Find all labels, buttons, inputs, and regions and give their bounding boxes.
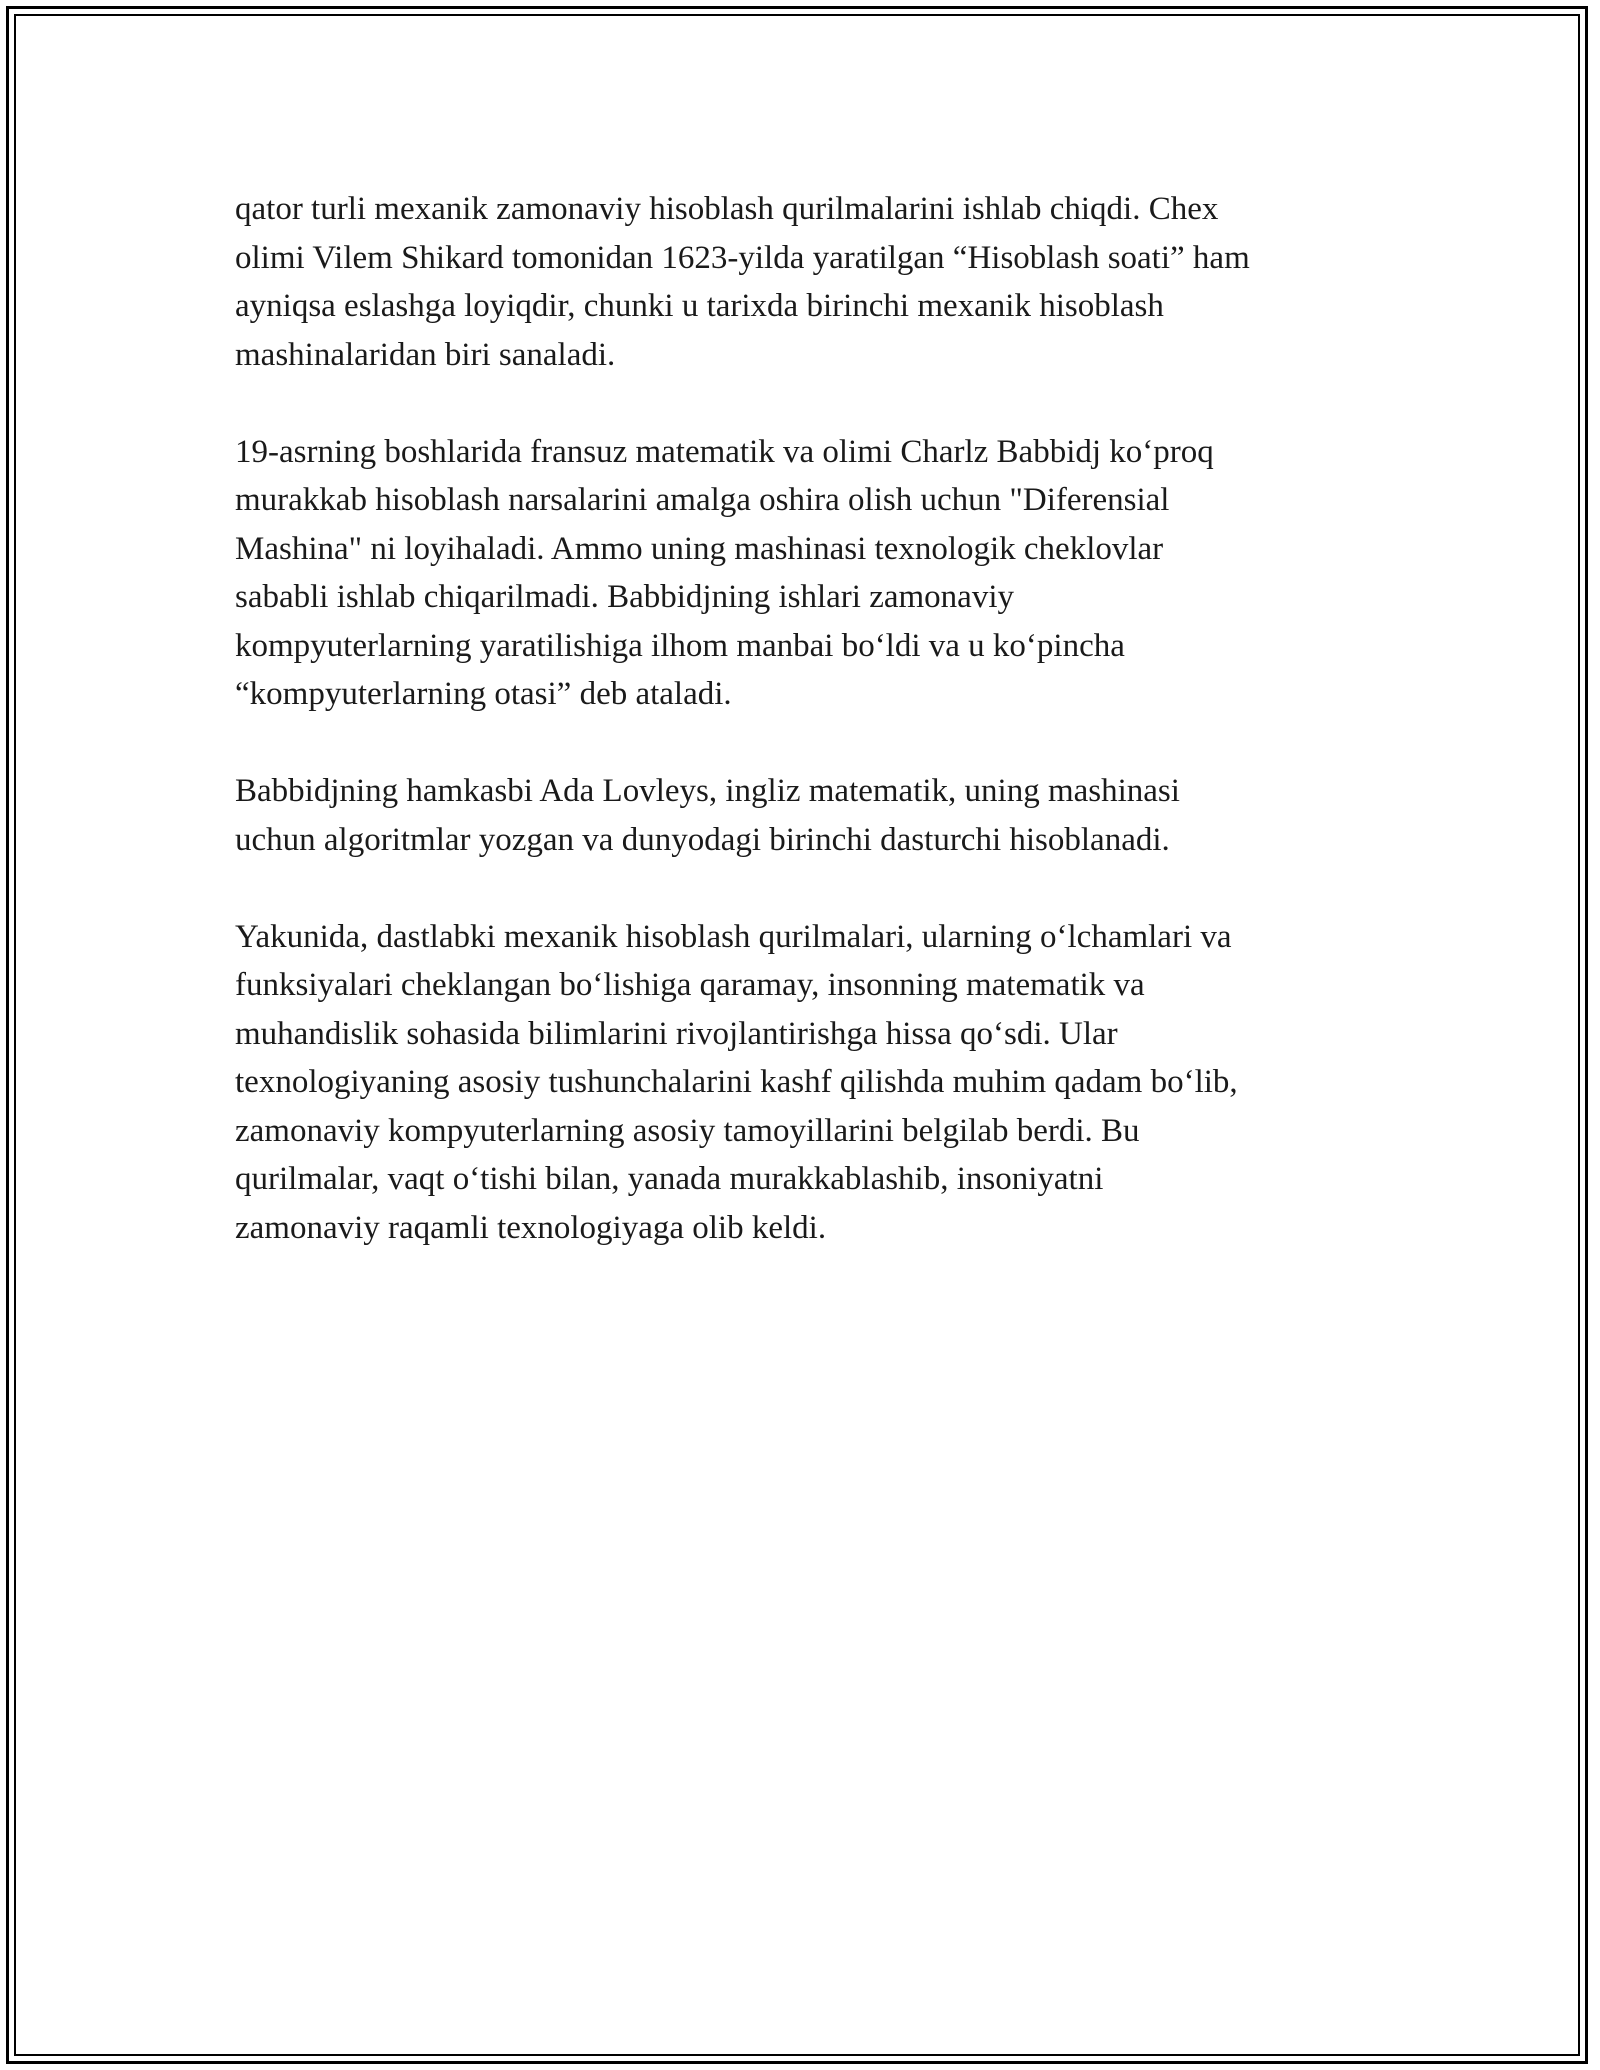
text-line: muhandislik sohasida bilimlarini rivojlantirishga hissa qo‘sdi. Ular bbox=[235, 1015, 1118, 1052]
document-body bbox=[235, 185, 1375, 1301]
paragraph-conclusion bbox=[235, 913, 1375, 1253]
text-line: ayniqsa eslashga loyiqdir, chunki u tarixda birinchi mexanik hisoblash bbox=[235, 288, 1164, 324]
text-line: mashinalaridan biri sanaladi. bbox=[235, 336, 616, 373]
text-line: 19-asrning boshlarida fransuz matematik va olimi Charlz Babbidj ko‘proq bbox=[235, 433, 1214, 470]
text-line: texnologiyaning asosiy tushunchalarini kashf qilishda muhim qadam bo‘lib, bbox=[235, 1064, 1238, 1100]
text-line: uchun algoritmlar yozgan va dunyodagi birinchi dasturchi hisoblanadi. bbox=[235, 821, 1170, 858]
paragraph-lovelace bbox=[235, 767, 1375, 864]
text-line: Mashina" ni loyihaladi. Ammo uning mashinasi texnologik cheklovlar bbox=[235, 530, 1164, 567]
text-line: kompyuterlarning yaratilishiga ilhom manbai bo‘ldi va u ko‘pincha bbox=[235, 627, 1125, 664]
text-line: qurilmalar, vaqt o‘tishi bilan, yanada murakkablashib, insoniyatni bbox=[235, 1161, 1104, 1197]
paragraph-shikard bbox=[235, 185, 1375, 379]
paragraph-babbage bbox=[235, 428, 1375, 719]
text-line: qator turli mexanik zamonaviy hisoblash qurilmalarini ishlab chiqdi. Chex bbox=[235, 191, 1219, 227]
text-line: “kompyuterlarning otasi” deb ataladi. bbox=[235, 676, 732, 712]
text-line: Yakunida, dastlabki mexanik hisoblash qurilmalari, ularning o‘lchamlari va bbox=[235, 918, 1232, 955]
text-line: olimi Vilem Shikard tomonidan 1623-yilda yaratilgan “Hisoblash soati” ham bbox=[235, 239, 1250, 276]
text-line: zamonaviy kompyuterlarning asosiy tamoyillarini belgilab berdi. Bu bbox=[235, 1112, 1140, 1149]
text-line: funksiyalari cheklangan bo‘lishiga qaramay, insonning matematik va bbox=[235, 967, 1145, 1003]
text-line: sababli ishlab chiqarilmadi. Babbidjning ishlari zamonaviy bbox=[235, 579, 1014, 615]
text-line: murakkab hisoblash narsalarini amalga oshira olish uchun "Diferensial bbox=[235, 482, 1170, 518]
text-line: zamonaviy raqamli texnologiyaga olib keldi. bbox=[235, 1209, 827, 1246]
text-line: Babbidjning hamkasbi Ada Lovleys, ingliz matematik, uning mashinasi bbox=[235, 773, 1180, 809]
